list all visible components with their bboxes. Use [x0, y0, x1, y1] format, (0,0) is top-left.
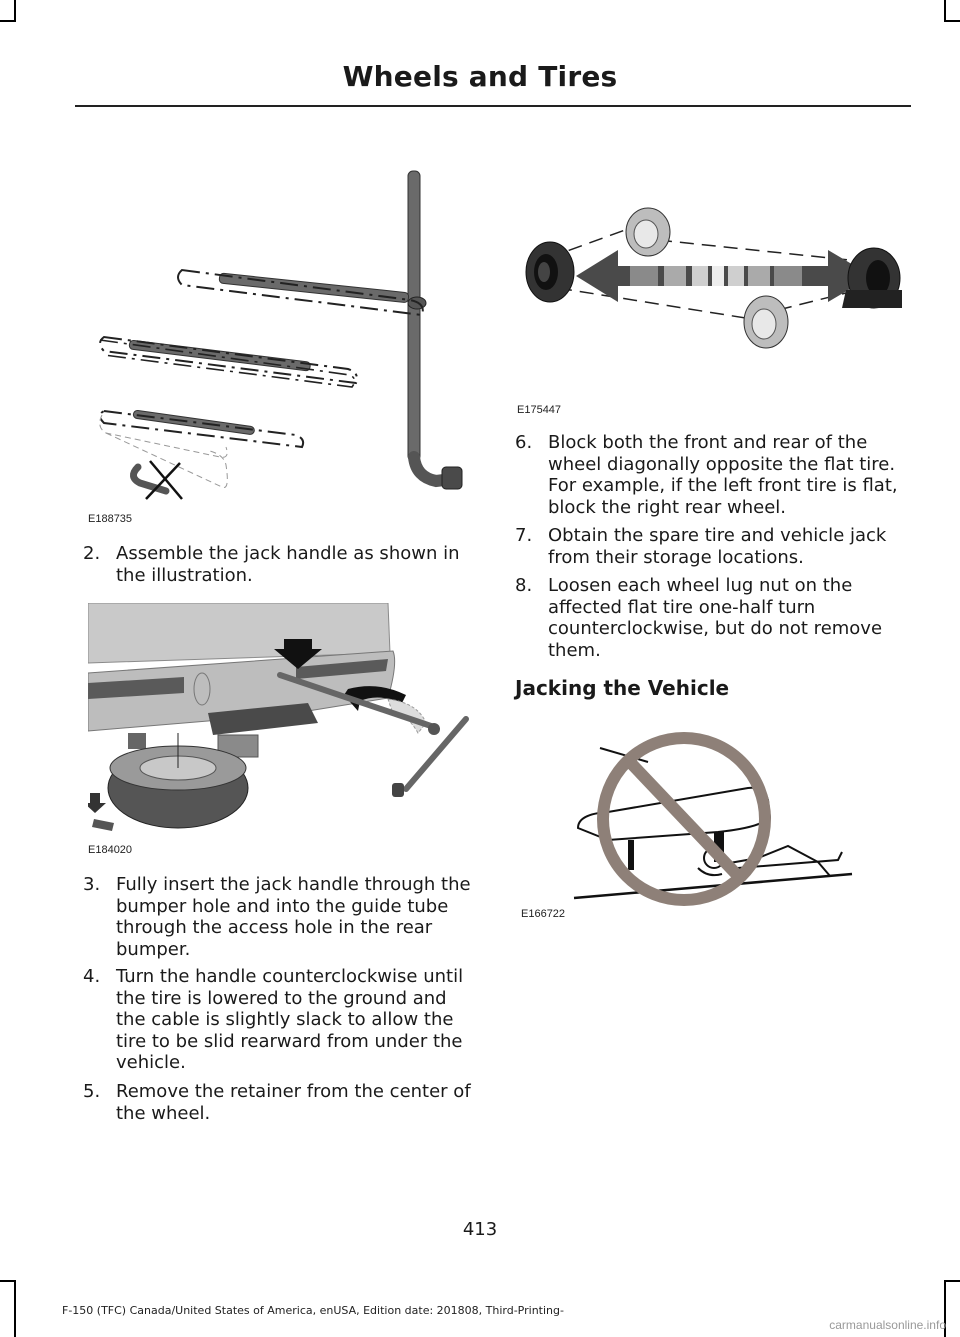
step-text: Loosen each wheel lug nut on the affected flat tire one-half turn counterclockwise, but do not remove them. [548, 575, 883, 661]
crop-mark-top-left-v [14, 0, 16, 22]
step-text: Fully insert the jack handle through the bumper hole and into the guide tube through the access hole in the rear bumper. [116, 874, 471, 960]
step-number: 3. [83, 874, 101, 895]
step-text: Turn the handle counterclockwise until the tire is lowered to the ground and the cable is slightly slack to allow the tire to be slid rearward from under the vehicle. [116, 966, 464, 1073]
crop-mark-bottom-right-h [944, 1280, 960, 1282]
crop-mark-bottom-left-h [0, 1280, 16, 1282]
page-number: 413 [462, 1219, 498, 1240]
footer-edition: F-150 (TFC) Canada/United States of America, enUSA, Edition date: 201808, Third-Printing- [62, 1304, 564, 1317]
jack-handle-assembly-illustration [90, 165, 480, 510]
step-number: 4. [83, 966, 101, 987]
step-number: 5. [83, 1081, 101, 1102]
step-6 [515, 432, 915, 520]
figure-code-no-under-vehicle: E166722 [521, 908, 566, 920]
step-2 [83, 543, 478, 587]
step-number: 8. [515, 575, 533, 596]
crop-mark-top-right-v [944, 0, 946, 22]
bumper-jack-insertion-illustration [88, 603, 480, 835]
step-5 [83, 1081, 478, 1125]
step-3 [83, 874, 478, 962]
step-text: Assemble the jack handle as shown in the illustration. [116, 543, 460, 586]
section-heading-jacking: Jacking the Vehicle [515, 676, 730, 700]
header-rule [75, 105, 911, 107]
step-8 [515, 575, 915, 663]
crop-mark-top-left-h [0, 20, 16, 22]
step-7 [515, 525, 915, 569]
watermark: carmanualsonline.info [829, 1318, 946, 1332]
figure-code-wheel-diagonal: E175447 [517, 404, 562, 416]
figure-code-jack-handle: E188735 [88, 513, 133, 525]
step-text: Obtain the spare tire and vehicle jack from their storage locations. [548, 525, 887, 568]
step-number: 2. [83, 543, 101, 564]
wheel-diagonal-illustration [518, 198, 910, 358]
no-under-vehicle-warning-illustration [518, 728, 910, 908]
crop-mark-top-right-h [944, 20, 960, 22]
step-text: Remove the retainer from the center of the wheel. [116, 1081, 471, 1124]
page-title: Wheels and Tires [342, 60, 618, 93]
step-number: 6. [515, 432, 533, 453]
crop-mark-bottom-left-v [14, 1280, 16, 1337]
figure-code-bumper-insert: E184020 [88, 844, 133, 856]
step-number: 7. [515, 525, 533, 546]
step-text: Block both the front and rear of the wheel diagonally opposite the flat tire. For example, if the left front tire is flat, block the right rear wheel. [548, 432, 898, 518]
step-4 [83, 966, 478, 1076]
